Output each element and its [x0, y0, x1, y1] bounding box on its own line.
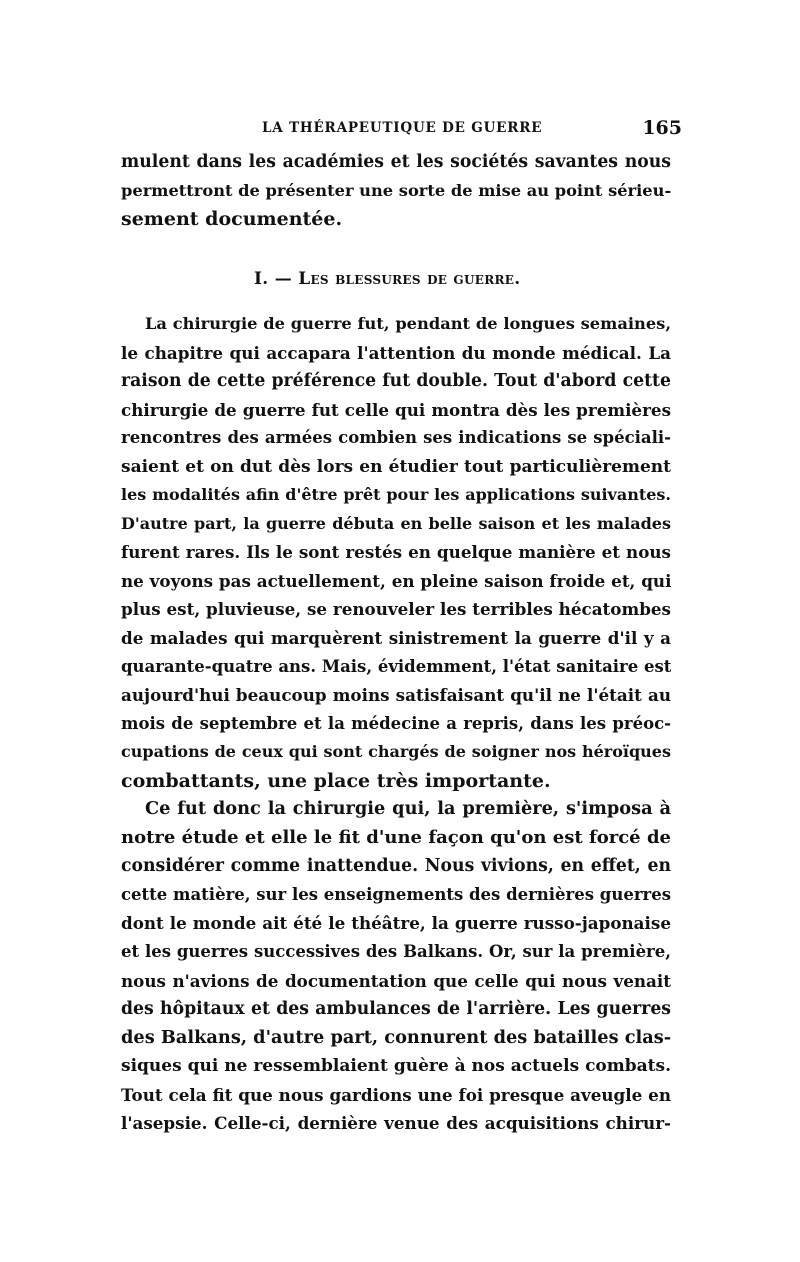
text-line: dont le monde ait été le théâtre, la guerre russo-japonaise — [121, 913, 671, 934]
text-line: des hôpitaux et des ambulances de l'arrière. Les guerres — [121, 999, 671, 1020]
text-line: des Balkans, d'autre part, connurent des batailles clas- — [121, 1026, 671, 1048]
text-line: raison de cette préférence fut double. Tout d'abord cette — [121, 371, 671, 392]
section-heading — [254, 269, 520, 289]
text-line: plus est, pluvieuse, se renouveler les terribles hécatombes — [121, 599, 671, 620]
page-number: 165 — [642, 117, 682, 139]
paragraph — [121, 310, 671, 795]
continued-paragraph — [121, 148, 671, 234]
text-line: les modalités afin d'être prêt pour les applications suivantes. — [121, 485, 671, 505]
text-line: l'asepsie. Celle-ci, dernière venue des acquisitions chirur- — [121, 1113, 671, 1134]
text-line: siques qui ne ressemblaient guère à nos actuels combats. — [121, 1056, 671, 1077]
text-line: mois de septembre et la médecine a repris, dans les préoc- — [121, 713, 671, 733]
text-line: ne voyons pas actuellement, en pleine saison froide et, qui — [121, 570, 671, 591]
text-line: saient et on dut dès lors en étudier tout particulièrement — [121, 456, 671, 477]
body-text — [121, 310, 671, 1138]
running-title: LA THÉRAPEUTIQUE DE GUERRE — [262, 120, 543, 136]
text-line: cupations de ceux qui sont chargés de soigner nos héroïques — [121, 742, 671, 762]
text-line: nous n'avions de documentation que celle qui nous venait — [121, 970, 671, 991]
text-line: D'autre part, la guerre débuta en belle saison et les malades — [121, 513, 671, 533]
section-number: I. — — [254, 269, 292, 289]
text-line: combattants, une place très importante. — [121, 769, 551, 792]
text-line: considérer comme inattendue. Nous vivions, en effet, en — [121, 856, 671, 877]
text-line: La chirurgie de guerre fut, pendant de longues semaines, — [145, 314, 671, 333]
text-line: sement documentée. — [121, 208, 343, 231]
paragraph — [121, 795, 671, 1138]
text-line: notre étude et elle le fit d'une façon qu'on est forcé de — [121, 826, 671, 848]
text-line: Tout cela fit que nous gardions une foi presque aveugle en — [121, 1084, 671, 1105]
text-line: permettront de présenter une sorte de mise au point sérieu- — [121, 180, 671, 200]
text-line: et les guerres successives des Balkans. Or, sur la première, — [121, 942, 671, 962]
text-line: rencontres des armées combien ses indications se spéciali- — [121, 428, 671, 448]
text-line: cette matière, sur les enseignements des dernières guerres — [121, 884, 671, 904]
running-head — [120, 118, 682, 142]
text-line: chirurgie de guerre fut celle qui montra dès les premières — [121, 399, 671, 420]
text-line: Ce fut donc la chirurgie qui, la première, s'imposa à — [145, 798, 671, 820]
text-line: aujourd'hui beaucoup moins satisfaisant qu'il ne l'était au — [121, 685, 671, 706]
text-line: furent rares. Ils le sont restés en quelque manière et nous — [121, 542, 671, 563]
section-title: Les blessures de guerre. — [298, 269, 521, 289]
text-line: mulent dans les académies et les sociétés savantes nous — [121, 152, 671, 172]
text-line: de malades qui marquèrent sinistrement la guerre d'il y a — [121, 628, 671, 649]
text-line: le chapitre qui accapara l'attention du monde médical. La — [121, 342, 671, 363]
text-line: quarante-quatre ans. Mais, évidemment, l'état sanitaire est — [121, 656, 671, 676]
